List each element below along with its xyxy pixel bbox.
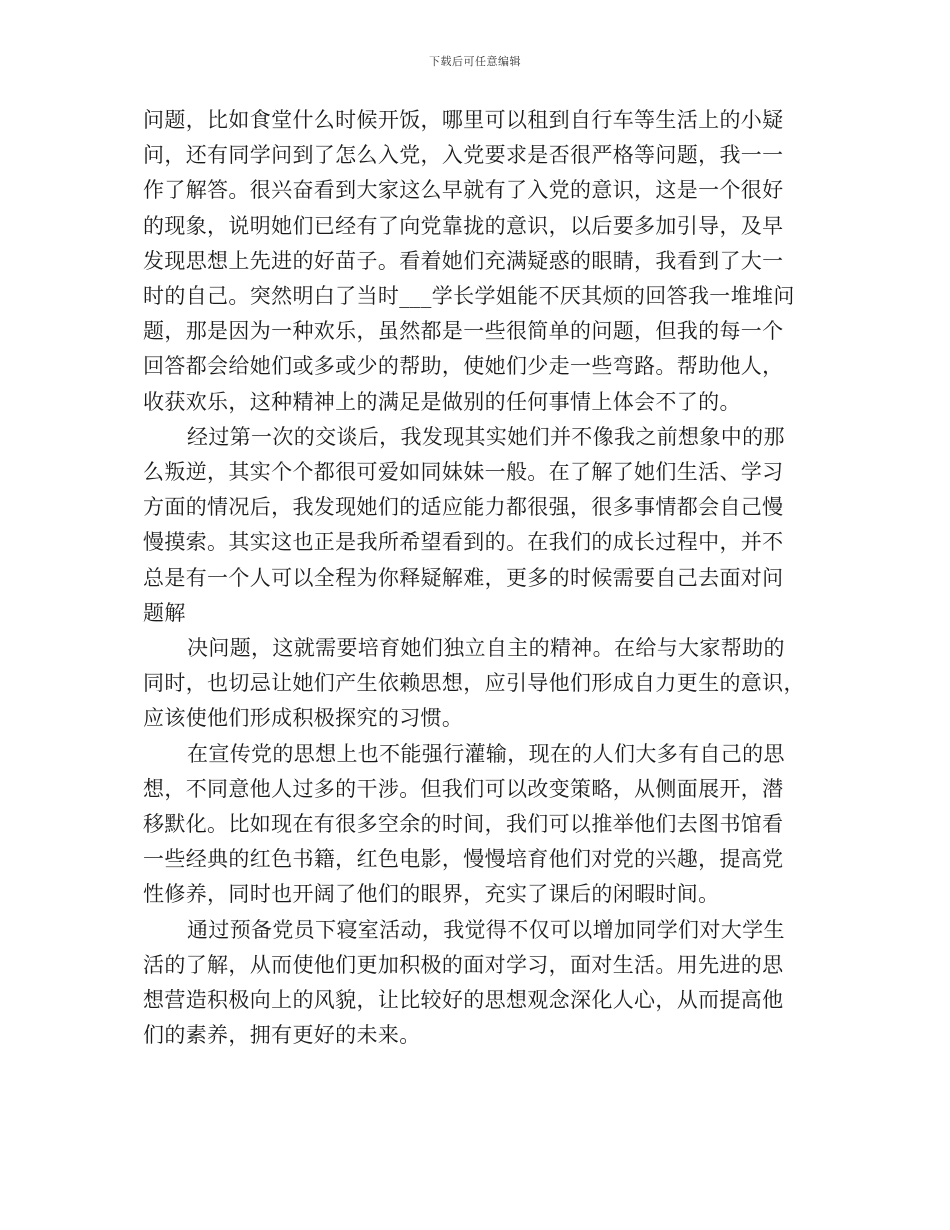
text-line: 么叛逆，其实个个都很可爱如同妹妹一般。在了解了她们生活、学习 (143, 460, 784, 485)
text-line: 性修养，同时也开阔了他们的眼界，充实了课后的闲暇时间。 (143, 882, 720, 907)
paragraph (143, 737, 823, 913)
document-body (143, 103, 823, 1053)
text-line: 在宣传党的思想上也不能强行灌输，现在的人们大多有自己的思 (187, 741, 785, 766)
text-line: 经过第一次的交谈后，我发现其实她们并不像我之前想象中的那 (187, 424, 785, 449)
text-line: 发现思想上先进的好苗子。看着她们充满疑惑的眼睛，我看到了大一 (143, 248, 784, 273)
text-line: 回答都会给她们或多或少的帮助，使她们少走一些弯路。帮助他人， (143, 354, 784, 379)
text-line: 一些经典的红色书籍，红色电影，慢慢培育他们对党的兴趣，提高党 (143, 847, 784, 872)
paragraph (143, 420, 823, 631)
text-line: 问，还有同学问到了怎么入党，入党要求是否很严格等问题，我一一 (143, 143, 784, 168)
text-line: 问题，比如食堂什么时候开饭，哪里可以租到自行车等生活上的小疑 (143, 108, 784, 132)
text-line: 活的了解，从而使他们更加积极的面对学习，面对生活。用先进的思 (143, 952, 784, 977)
text-line: 题，那是因为一种欢乐，虽然都是一些很简单的问题，但我的每一个 (143, 319, 784, 344)
text-line: 同时，也切忌让她们产生依赖思想，应引导他们形成自力更生的意识， (143, 671, 805, 696)
paragraph (143, 103, 823, 420)
text-line: 慢摸索。其实这也正是我所希望看到的。在我们的成长过程中，并不 (143, 530, 784, 555)
text-line: 收获欢乐，这种精神上的满足是做别的任何事情上体会不了的。 (143, 389, 741, 414)
text-line: 作了解答。很兴奋看到大家这么早就有了入党的意识，这是一个很好 (143, 178, 784, 203)
text-line: 方面的情况后，我发现她们的适应能力都很强，很多事情都会自己慢 (143, 495, 784, 520)
text-line: 想营造积极向上的风貌，让比较好的思想观念深化人心，从而提高他 (143, 988, 784, 1013)
page-header: 下载后可任意编辑 (429, 55, 521, 68)
text-line: 总是有一个人可以全程为你释疑解难，更多的时候需要自己去面对问 (143, 565, 784, 590)
paragraph (143, 913, 823, 1054)
text-line: 题解 (143, 600, 186, 625)
text-line: 决问题，这就需要培育她们独立自主的精神。在给与大家帮助的 (187, 636, 785, 661)
text-line: 应该使他们形成积极探究的习惯。 (143, 706, 464, 731)
text-line: 移默化。比如现在有很多空余的时间，我们可以推举他们去图书馆看 (143, 812, 784, 837)
text-line: 的现象，说明她们已经有了向党靠拢的意识，以后要多加引导，及早 (143, 213, 784, 238)
text-line: 通过预备党员下寝室活动，我觉得不仅可以增加同学们对大学生 (187, 917, 785, 942)
text-line: 们的素养，拥有更好的未来。 (143, 1023, 421, 1048)
text-line: 想，不同意他人过多的干涉。但我们可以改变策略，从侧面展开，潜 (143, 776, 784, 801)
text-line: 时的自己。突然明白了当时___学长学姐能不厌其烦的回答我一堆堆问 (143, 284, 795, 309)
paragraph (143, 631, 823, 737)
